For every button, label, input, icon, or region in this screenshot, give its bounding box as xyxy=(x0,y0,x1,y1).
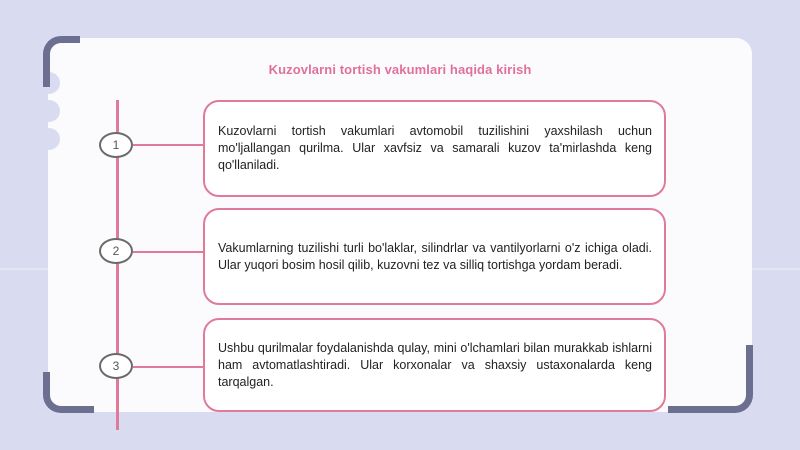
card-notch xyxy=(38,100,60,122)
frame-corner-bottom-right xyxy=(668,345,753,413)
step-box-3 xyxy=(203,318,666,412)
step-box-1 xyxy=(203,100,666,197)
step-connector xyxy=(133,144,203,146)
frame-corner-bottom-left xyxy=(43,372,94,413)
step-connector xyxy=(133,366,205,368)
step-connector xyxy=(133,251,205,253)
step-box-2 xyxy=(203,208,666,305)
card-notch xyxy=(38,128,60,150)
slide-title: Kuzovlarni tortish vakumlari haqida kirish xyxy=(268,62,532,77)
step-text-1: Kuzovlarni tortish vakumlari avtomobil tuzilishini yaxshilash uchun mo'ljallangan qurilma. Ular xavfsiz va samarali kuzov ta'mirlashda keng qo'llaniladi. xyxy=(218,124,652,172)
step-number-1: 1 xyxy=(99,132,133,158)
step-number-2: 2 xyxy=(99,238,133,264)
step-text-3: Ushbu qurilmalar foydalanishda qulay, mini o'lchamlari bilan murakkab ishlarni ham avtomatlashtiradi. Ular korxonalar va shaxsiy ustaxonalarda keng tarqalgan. xyxy=(218,340,652,389)
step-text-2: Vakumlarning tuzilishi turli bo'laklar, silindrlar va vantilyorlarni o'z ichiga oladi. Ular yuqori bosim hosil qilib, kuzovni tez va silliq tortishga yordam beradi. xyxy=(218,240,652,272)
step-number-3: 3 xyxy=(99,353,133,379)
